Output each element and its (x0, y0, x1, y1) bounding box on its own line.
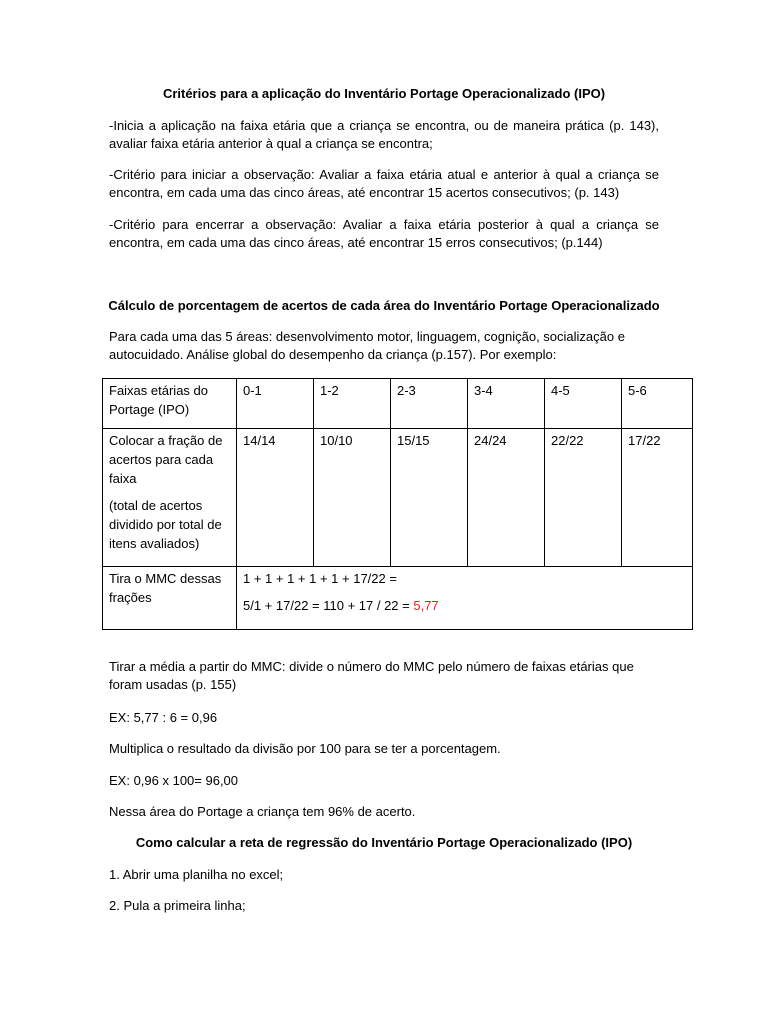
table-cell-fraction: 14/14 (237, 429, 314, 567)
multiply-instruction: Multiplica o resultado da divisão por 100 para se ter a porcentagem. (109, 741, 501, 756)
table-row-mmc (103, 567, 693, 630)
average-instruction: Tirar a média a partir do MMC: divide o número do MMC pelo número de faixas etárias que foram usadas (p. 155) (109, 659, 634, 692)
paragraph-end-observation: -Critério para encerrar a observação: Avaliar a faixa etária posterior à qual a criança se encontra, em cada uma das cinco áreas, até encontrar 15 erros consecutivos; (p.144) (109, 217, 659, 250)
table-cell-fraction: 24/24 (468, 429, 545, 567)
paragraph-start-observation: -Critério para iniciar a observação: Avaliar a faixa etária atual e anterior à qual a criança se encontra, em cada uma das cinco áreas, até encontrar 15 acertos consecutivos; (p. 143) (109, 167, 659, 200)
section1-title: Critérios para a aplicação do Inventário Portage Operacionalizado (IPO) (162, 86, 606, 101)
table-cell-age-range: 3-4 (468, 379, 545, 429)
section2-title: Cálculo de porcentagem de acertos de cada área do Inventário Portage Operacionalizado (108, 298, 660, 313)
table-cell-fraction: 17/22 (622, 429, 693, 567)
table-cell-age-range: 2-3 (391, 379, 468, 429)
step-2: 2. Pula a primeira linha; (109, 898, 246, 913)
ipo-table (102, 378, 693, 630)
fraction-label: Colocar a fração de acertos para cada faixa (109, 433, 223, 486)
table-cell-label: Tira o MMC dessas frações (103, 567, 237, 630)
paragraph-start-application: -Inicia a aplicação na faixa etária que a criança se encontra, ou de maneira prática (p. 143), avaliar faixa etária anterior à qual a criança se encontra; (109, 118, 659, 151)
section2-intro: Para cada uma das 5 áreas: desenvolvimento motor, linguagem, cognição, socialização e autocuidado. Análise global do desempenho da criança (p.157). Por exemplo: (109, 329, 625, 362)
table-cell-formula (237, 567, 693, 630)
table-cell-fraction: 22/22 (545, 429, 622, 567)
section3-title: Como calcular a reta de regressão do Inventário Portage Operacionalizado (IPO) (135, 835, 633, 850)
table-cell-age-range: 4-5 (545, 379, 622, 429)
table-cell-fraction: 10/10 (314, 429, 391, 567)
formula-mmc-text: 5/1 + 17/22 = 110 + 17 / 22 = (243, 598, 414, 613)
result-statement: Nessa área do Portage a criança tem 96% de acerto. (109, 804, 416, 819)
formula-result: 5,77 (413, 598, 439, 613)
formula-sum: 1 + 1 + 1 + 1 + 1 + 17/22 = (243, 571, 397, 586)
example-multiplication: EX: 0,96 x 100= 96,00 (109, 773, 239, 788)
example-division: EX: 5,77 : 6 = 0,96 (109, 710, 218, 725)
table-row-fractions (103, 429, 693, 567)
table-row-age-ranges (103, 379, 693, 429)
table-cell-label (103, 429, 237, 567)
fraction-note: (total de acertos dividido por total de itens avaliados) (109, 498, 222, 551)
table-cell-age-range: 1-2 (314, 379, 391, 429)
table-cell-age-range: 5-6 (622, 379, 693, 429)
table-cell-fraction: 15/15 (391, 429, 468, 567)
table-cell-label: Faixas etárias do Portage (IPO) (103, 379, 237, 429)
formula-mmc (243, 596, 686, 615)
table-cell-age-range: 0-1 (237, 379, 314, 429)
step-1: 1. Abrir uma planilha no excel; (109, 867, 284, 882)
